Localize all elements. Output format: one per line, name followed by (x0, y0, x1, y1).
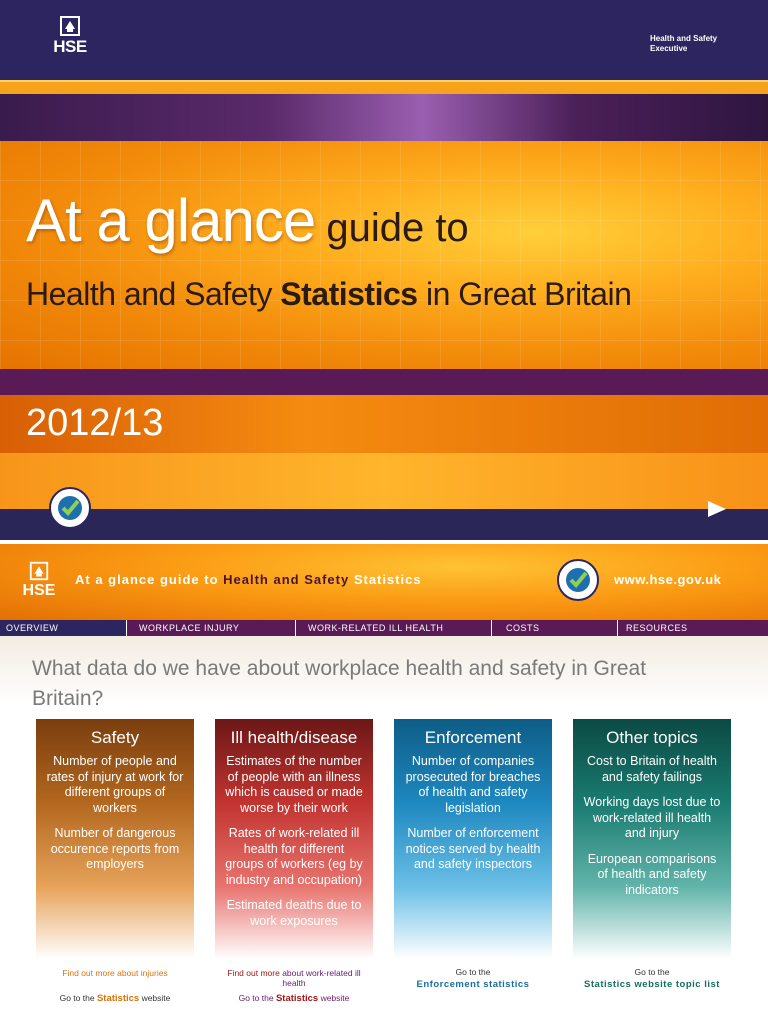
goto-prefix: Go to the (238, 993, 276, 1003)
goto-prefix: Go to the (455, 967, 491, 977)
ill-health-findout (215, 968, 373, 988)
hse-crown-icon (28, 560, 50, 582)
tab-costs[interactable]: COSTS (492, 620, 618, 636)
card-title: Safety (90, 728, 140, 747)
national-statistics-badge-icon (556, 558, 600, 602)
goto-prefix: Go to the (634, 967, 670, 977)
other-goto (573, 967, 731, 990)
findout-suffix: about work-related ill health (279, 968, 361, 988)
guide-title-highlight: Health and Safety (223, 572, 350, 587)
card-title: Other topics (606, 728, 698, 747)
guide-title-pre: At a glance guide to (75, 572, 224, 587)
orange-stripe (0, 80, 768, 94)
goto-suffix: website (139, 993, 171, 1003)
cover-subtitle (26, 276, 631, 313)
cover-title-small: guide to (315, 206, 469, 250)
national-statistics-badge-icon (48, 486, 92, 530)
hse-crown-icon (58, 14, 82, 38)
enforcement-goto (394, 967, 552, 990)
guide-title (75, 572, 422, 587)
tab-overview[interactable]: OVERVIEW (0, 620, 127, 636)
ill-health-goto (215, 993, 373, 1004)
tab-resources[interactable]: RESOURCES (626, 623, 688, 633)
card-text: Number of enforcement notices served by health and safety inspectors (405, 826, 541, 871)
card-text: European comparisons of health and safety indicators (587, 851, 717, 897)
statistics-website-link[interactable]: Statistics (275, 993, 319, 1004)
play-icon[interactable] (706, 499, 728, 519)
find-out-more-ill-health-link[interactable]: Find out more (227, 968, 280, 978)
subtitle-bold: Statistics (280, 276, 418, 312)
hse-logo (47, 14, 93, 60)
cover-year: 2012/13 (26, 402, 164, 444)
card-safety (36, 719, 194, 959)
tab-workplace-injury[interactable]: WORKPLACE INJURY (127, 620, 296, 636)
statistics-website-link[interactable]: Statistics (96, 993, 140, 1004)
hero-grid-pattern (0, 141, 768, 369)
card-text: Cost to Britain of health and safety failings (587, 754, 717, 784)
card-text: Estimates of the number of people with an illness which is caused or made worse by their work (225, 754, 363, 815)
goto-suffix: website (318, 993, 350, 1003)
card-text: Number of people and rates of injury at work for different groups of workers (46, 754, 184, 815)
hse-logo-small (16, 560, 62, 604)
card-text: Number of companies prosecuted for breaches of health and safety legislation (405, 754, 541, 815)
card-ill-health (215, 719, 373, 959)
purple-band-2 (0, 369, 768, 395)
section-question: What data do we have about workplace health and safety in Great Britain? (32, 657, 647, 710)
card-title: Ill health/disease (230, 728, 358, 747)
findout-suffix: about injuries (114, 968, 168, 978)
card-text: Estimated deaths due to work exposures (226, 898, 362, 928)
enforcement-statistics-link[interactable]: Enforcement statistics (416, 979, 530, 990)
statistics-topic-list-link[interactable]: Statistics website topic list (584, 979, 720, 990)
card-enforcement (394, 719, 552, 959)
hse-website-link[interactable]: www.hse.gov.uk (614, 572, 722, 587)
cover-title-big: At a glance (26, 187, 316, 254)
safety-goto (36, 993, 194, 1004)
find-out-more-injuries-link[interactable]: Find out more (62, 968, 115, 978)
main-nav (0, 620, 768, 636)
card-text: Rates of work-related ill health for different groups of workers (eg by industry and occupation) (225, 826, 363, 887)
guide-title-post: Statistics (349, 572, 422, 587)
card-other-topics (573, 719, 731, 959)
subtitle-post: in Great Britain (417, 276, 632, 312)
orange-band-3 (0, 453, 768, 509)
hse-logo-text-small: HSE (22, 582, 56, 599)
hse-logo-text: HSE (53, 37, 87, 56)
safety-findout (36, 968, 194, 978)
navy-band (0, 509, 768, 540)
cover-title (26, 186, 469, 255)
goto-prefix: Go to the (59, 993, 97, 1003)
org-name: Health and Safety Executive (650, 34, 718, 53)
tab-work-related-ill-health[interactable]: WORK-RELATED ILL HEALTH (296, 620, 492, 636)
card-text: Working days lost due to work-related ill health and injury (583, 795, 721, 840)
subtitle-pre: Health and Safety (26, 276, 281, 312)
card-text: Number of dangerous occurence reports from employers (50, 826, 180, 871)
purple-band (0, 94, 768, 141)
card-title: Enforcement (424, 728, 522, 747)
